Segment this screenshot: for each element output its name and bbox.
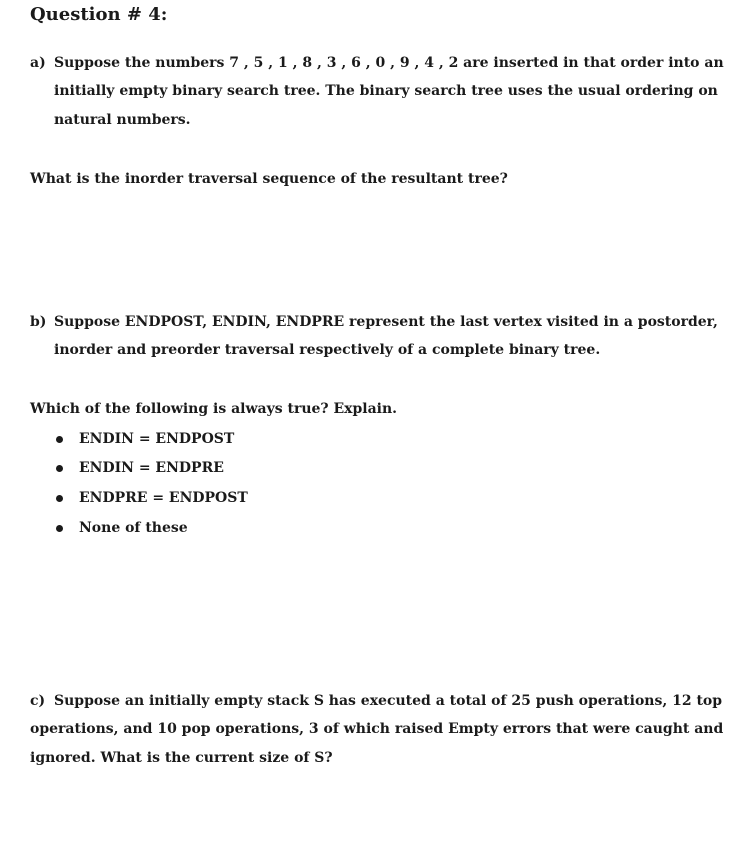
part-c-line-3: ignored. What is the current size of S? [30,750,333,766]
bullet-icon [56,465,63,472]
option-text: ENDIN = ENDPOST [79,431,235,447]
part-a-question: What is the inorder traversal sequence of the resultant tree? [30,171,508,187]
part-b-label: b) [30,314,47,330]
part-a-line-1: Suppose the numbers 7 , 5 , 1 , 8 , 3 , 6 , 0 , 9 , 4 , 2 are inserted in that order into an [54,55,724,71]
part-c-line-1: Suppose an initially empty stack S has executed a total of 25 push operations, 12 top [54,693,723,709]
part-b-line-1: Suppose ENDPOST, ENDIN, ENDPRE represent the last vertex visited in a postorder, [54,314,718,330]
option-text: ENDIN = ENDPRE [79,460,224,476]
option-text: ENDPRE = ENDPOST [79,490,248,506]
option-text: None of these [79,520,188,536]
bullet-icon [56,495,63,502]
part-b-line-2: inorder and preorder traversal respectively of a complete binary tree. [54,342,601,358]
bullet-icon [56,525,63,532]
part-c-line-2: operations, and 10 pop operations, 3 of which raised Empty errors that were caught and [30,721,724,737]
part-c-label: c) [30,693,46,709]
part-a-line-2: initially empty binary search tree. The binary search tree uses the usual ordering on [54,83,718,99]
question-title: Question # 4: [30,4,168,25]
part-a-line-3: natural numbers. [54,112,191,128]
bullet-icon [56,436,63,443]
part-a-label: a) [30,55,46,71]
part-b-question: Which of the following is always true? Explain. [30,401,398,417]
